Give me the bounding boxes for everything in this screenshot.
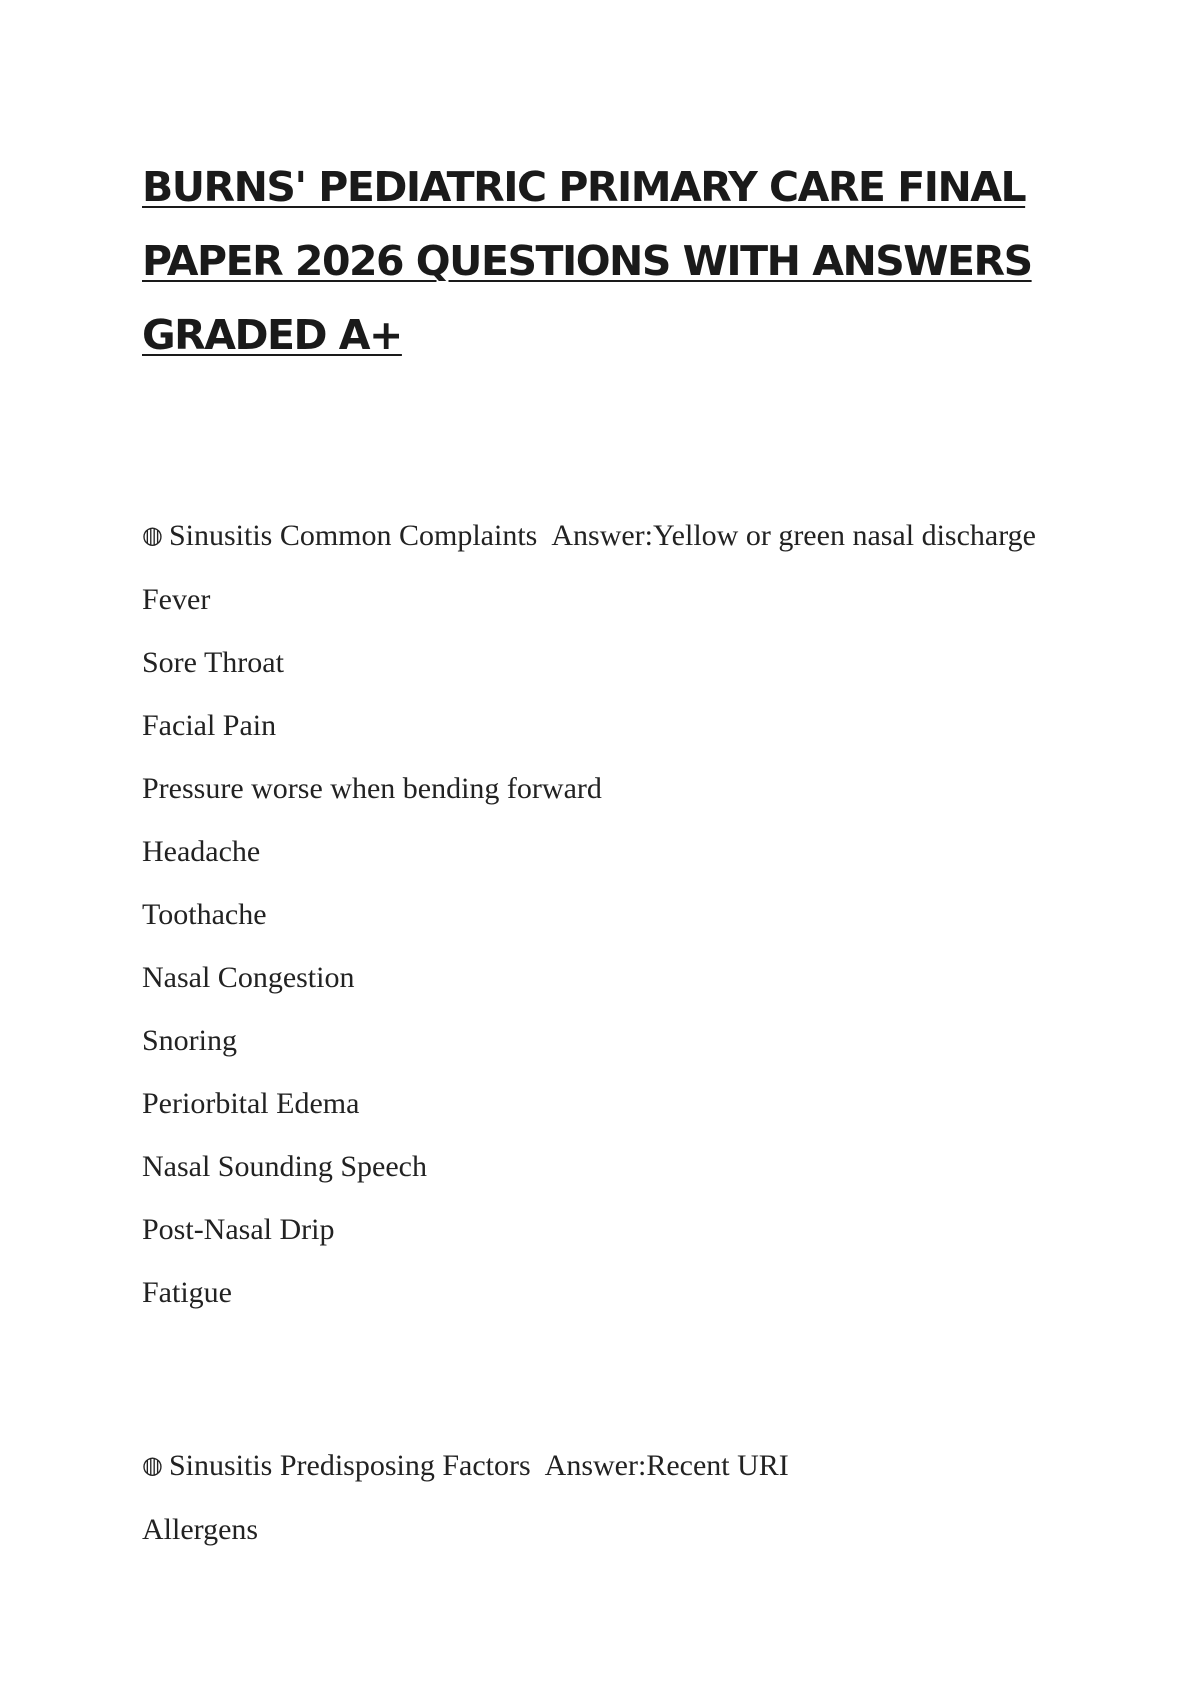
answer-item: Snoring [142, 1024, 238, 1057]
answer-label: Answer: [544, 1449, 647, 1482]
answer-item: Facial Pain [142, 709, 277, 742]
answer-item: Nasal Congestion [142, 961, 355, 994]
question-line [142, 512, 1042, 560]
question-text: Sinusitis Common Complaints [168, 519, 538, 552]
answer-item: Nasal Sounding Speech [142, 1150, 427, 1183]
question-text: Sinusitis Predisposing Factors [168, 1449, 531, 1482]
qa-block-sinusitis-factors [142, 1442, 1042, 1553]
answer-item: Sore Throat [142, 646, 284, 679]
answer-item: Pressure worse when bending forward [142, 772, 602, 805]
answer-label: Answer: [551, 519, 654, 552]
answer-item: Allergens [142, 1513, 259, 1546]
answer-item: Headache [142, 835, 261, 868]
answer-item: Fever [142, 583, 211, 616]
answer-item: Toothache [142, 898, 267, 931]
answer-text: Recent URI [646, 1449, 789, 1482]
bullet-icon: ◍ [142, 1453, 163, 1479]
answer-text: Yellow or green nasal discharge [653, 519, 1036, 552]
qa-block-sinusitis-complaints [142, 512, 1042, 1316]
answer-item: Post-Nasal Drip [142, 1213, 335, 1246]
answer-item: Periorbital Edema [142, 1087, 360, 1120]
bullet-icon: ◍ [142, 523, 163, 549]
document-title: BURNS' PEDIATRIC PRIMARY CARE FINAL PAPER 2026 QUESTIONS WITH ANSWERS GRADED A+ [142, 163, 1032, 359]
answer-item: Fatigue [142, 1276, 232, 1309]
question-line [142, 1442, 1042, 1490]
